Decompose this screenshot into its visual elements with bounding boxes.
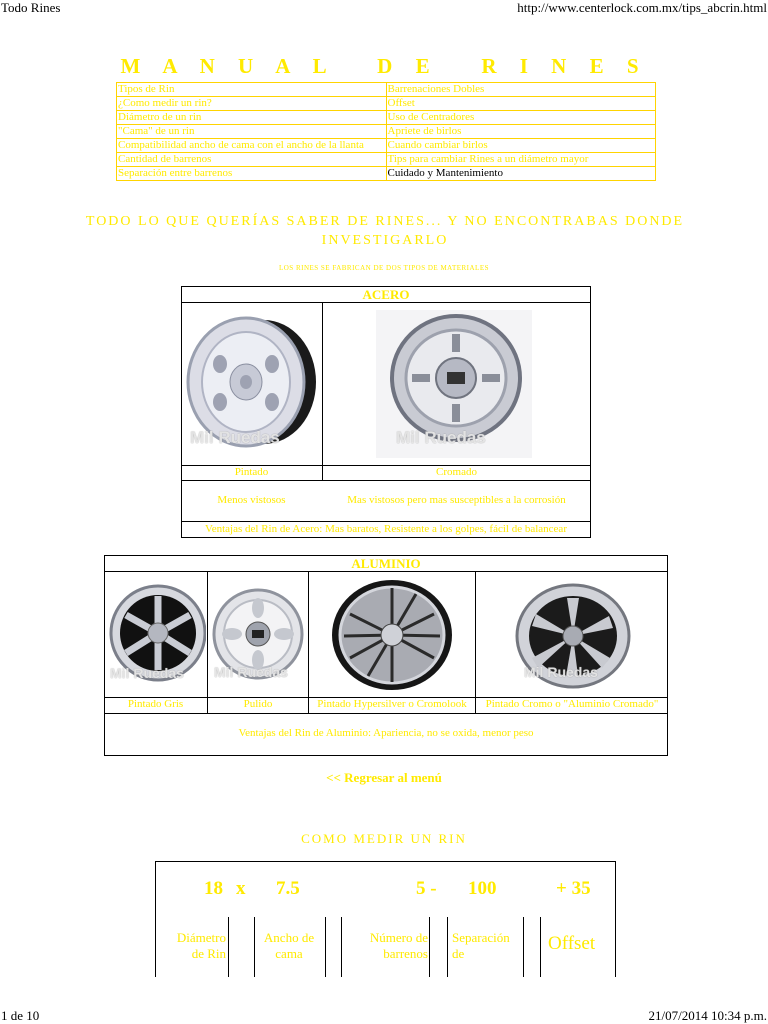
page-counter: 1 de 10 <box>1 1008 40 1023</box>
section-headline: TODO LO QUE QUERÍAS SABER DE RINES... Y NO ENCONTRABAS DONDE INVESTIGARLO <box>85 214 685 248</box>
watermark: Mil Ruedas <box>214 664 288 680</box>
menu-link-cama[interactable]: "Cama" de un rin <box>117 125 387 139</box>
menu-row <box>117 125 656 139</box>
bracket-line <box>254 917 255 977</box>
measure-barrenos-label: Número de barrenos <box>369 930 428 961</box>
measure-box-right <box>615 861 616 977</box>
aluminio-pulido-image <box>210 586 306 682</box>
section-subheadline: LOS RINES SE FABRICAN DE DOS TIPOS DE MATERIALES <box>278 264 490 272</box>
acero-caption-cromado: Cromado <box>436 466 477 478</box>
watermark: Mil Ruedas <box>396 428 486 447</box>
watermark: Mil Ruedas <box>110 665 184 681</box>
menu-row <box>117 153 656 167</box>
aluminio-advantages: Ventajas del Rin de Aluminio: Apariencia, no se oxida, menor peso <box>238 727 534 739</box>
menu-link-cuidado[interactable]: Cuidado y Mantenimiento <box>386 167 656 181</box>
divider <box>322 302 323 480</box>
aluminio-caption-hypersilver: Pintado Hypersilver o Cromolook <box>317 698 467 710</box>
bracket-line <box>341 917 342 977</box>
divider <box>181 480 591 481</box>
measure-box-top <box>155 861 616 862</box>
alloy-wheel-hypersilver-icon <box>330 578 454 692</box>
aluminio-caption-gris: Pintado Gris <box>127 698 184 710</box>
bracket-line <box>523 917 524 977</box>
menu-row <box>117 97 656 111</box>
menu-link-offset[interactable]: Offset <box>386 97 656 111</box>
divider <box>308 571 309 714</box>
bracket-line <box>228 917 229 977</box>
measure-barrenos-value: 5 - <box>416 878 437 899</box>
acero-pintado-image <box>184 304 320 462</box>
menu-row <box>117 83 656 97</box>
print-timestamp: 21/07/2014 10:34 p.m. <box>648 1008 767 1023</box>
watermark: Mil Ruedas <box>524 664 598 680</box>
divider <box>475 571 476 714</box>
bracket-line <box>447 917 448 977</box>
menu-link-centradores[interactable]: Uso de Centradores <box>386 111 656 125</box>
page-title: M A N U A L D E R I N E S <box>120 54 648 78</box>
acero-heading: ACERO <box>362 287 410 302</box>
aluminio-heading: ALUMINIO <box>351 556 421 571</box>
menu-link-diametro[interactable]: Diámetro de un rin <box>117 111 387 125</box>
aluminio-caption-pulido: Pulido <box>243 698 273 710</box>
topics-menu <box>116 82 656 181</box>
acero-advantages: Ventajas del Rin de Acero: Mas baratos, Resistente a los golpes, fácil de balancear <box>205 523 567 535</box>
measure-x-symbol: x <box>236 878 246 899</box>
menu-link-tips-diametro-mayor[interactable]: Tips para cambiar Rines a un diámetro mayor <box>386 153 656 167</box>
measure-diametro-label: Diámetro de Rin <box>176 930 226 961</box>
menu-row <box>117 111 656 125</box>
divider <box>104 713 668 714</box>
page-url: http://www.centerlock.com.mx/tips_abcrin.html <box>517 0 767 15</box>
menu-link-como-medir[interactable]: ¿Como medir un rin? <box>117 97 387 111</box>
menu-link-barrenaciones-dobles[interactable]: Barrenaciones Dobles <box>386 83 656 97</box>
acero-desc-pintado: Menos vistosos <box>217 494 286 506</box>
divider <box>181 521 591 522</box>
acero-caption-pintado: Pintado <box>234 466 269 478</box>
bracket-line <box>540 917 541 977</box>
menu-link-compatibilidad[interactable]: Compatibilidad ancho de cama con el ancho de la llanta <box>117 139 387 153</box>
menu-link-cambiar-birlos[interactable]: Cuando cambiar birlos <box>386 139 656 153</box>
aluminio-hypersilver-image <box>330 578 454 692</box>
bracket-line <box>429 917 430 977</box>
aluminio-caption-cromado: Pintado Cromo o "Aluminio Cromado" <box>485 698 659 710</box>
acero-cromado-image <box>376 310 532 458</box>
measure-box-left <box>155 861 156 977</box>
measure-separacion-value: 100 <box>468 878 497 899</box>
measure-ancho-value: 7.5 <box>276 878 300 899</box>
menu-row <box>117 139 656 153</box>
menu-link-tipos-de-rin[interactable]: Tipos de Rin <box>117 83 387 97</box>
measure-ancho-label: Ancho de cama <box>263 930 315 961</box>
menu-link-cantidad-barrenos[interactable]: Cantidad de barrenos <box>117 153 387 167</box>
menu-link-apriete-birlos[interactable]: Apriete de birlos <box>386 125 656 139</box>
watermark: Mil Ruedas <box>190 428 280 447</box>
bracket-line <box>325 917 326 977</box>
acero-desc-cromado: Mas vistosos pero mas susceptibles a la corrosión <box>347 494 566 506</box>
browser-tab-title: Todo Rines <box>1 0 61 15</box>
measure-separacion-label: Separación de <box>452 930 510 961</box>
divider <box>207 571 208 714</box>
menu-link-separacion-barrenos[interactable]: Separación entre barrenos <box>117 167 387 181</box>
measure-diametro-value: 18 <box>204 878 223 899</box>
aluminio-cromado-image <box>514 582 632 690</box>
measure-offset-label: Offset <box>548 933 596 954</box>
como-medir-heading: COMO MEDIR UN RIN <box>301 831 467 846</box>
aluminio-gris-image <box>106 583 206 683</box>
back-to-menu-link[interactable]: << Regresar al menú <box>326 770 442 785</box>
menu-row <box>117 167 656 181</box>
measure-offset-value: + 35 <box>556 878 591 899</box>
